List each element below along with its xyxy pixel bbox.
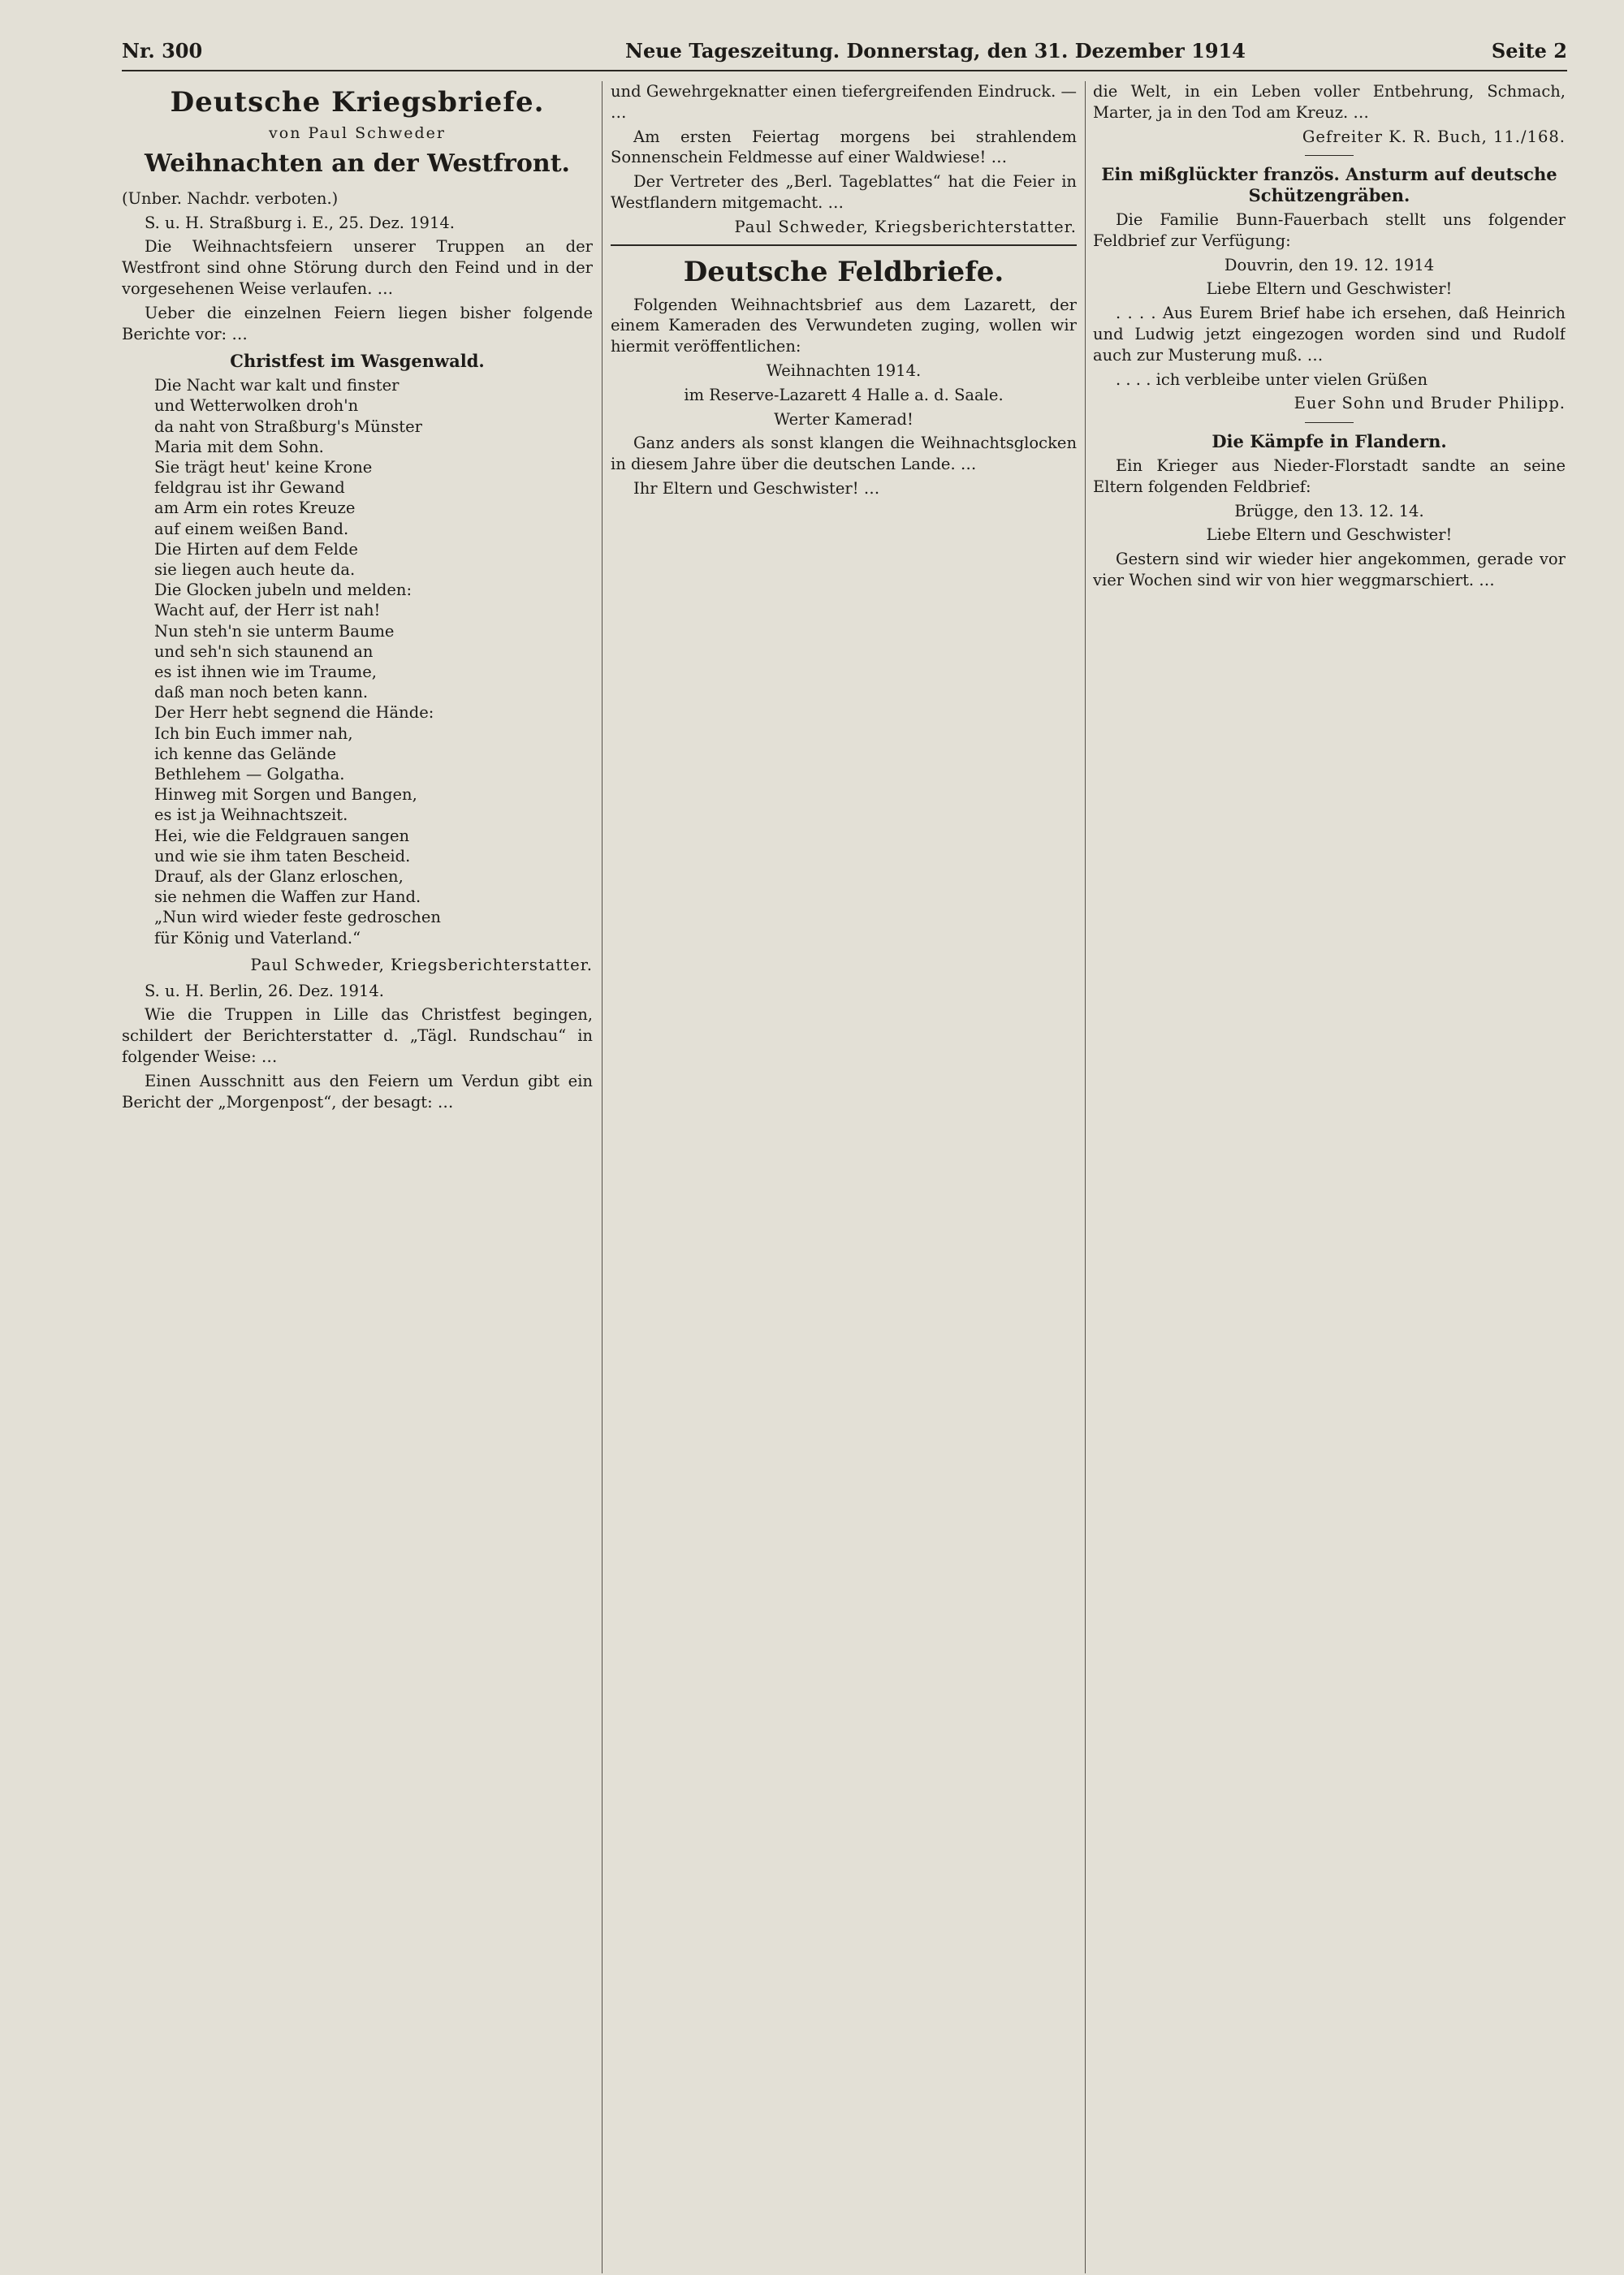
poem-line: und wie sie ihm taten Bescheid. (154, 846, 411, 866)
poem-line: es ist ihnen wie im Traume, (154, 663, 378, 682)
poem-line: Die Nacht war kalt und finster (154, 376, 400, 395)
poem-line: „Nun wird wieder feste gedroschen (154, 908, 441, 927)
paragraph: die Welt, in ein Leben voller Entbehrung, Schmach, Marter, ja in den Tod am Kreuz. … (1093, 82, 1566, 122)
column-divider (602, 81, 603, 2273)
paragraph: Einen Ausschnitt aus den Feiern um Verdun gibt ein Bericht der „Morgenpost“, der besagt: … (122, 1071, 593, 1112)
paragraph: Ueber die einzelnen Feiern liegen bisher folgende Berichte vor: … (122, 303, 593, 343)
letter-date: Weihnachten 1914. (766, 360, 922, 380)
article-title: Deutsche Kriegsbriefe. (170, 86, 545, 119)
paragraph: Ganz anders als sonst klangen die Weihnachtsglocken in diesem Jahre über die deutschen Lande. … (611, 434, 1077, 474)
poem-line: Maria mit dem Sohn. (154, 437, 324, 456)
issue-number: Nr. 300 (122, 39, 203, 63)
dateline: S. u. H. Berlin, 26. Dez. 1914. (145, 981, 384, 1000)
poem-line: und seh'n sich staunend an (154, 641, 374, 661)
poem-line: es ist ja Weihnachtszeit. (154, 805, 348, 825)
letter-date: Douvrin, den 19. 12. 1914 (1224, 255, 1435, 274)
paragraph: . . . . Aus Eurem Brief habe ich ersehen, daß Heinrich und Ludwig jetzt eingezogen worden sind und Rudolf auch zur Musterung muß. … (1093, 304, 1566, 365)
poem-line: feldgrau ist ihr Gewand (154, 478, 345, 498)
poem-line: Hinweg mit Sorgen und Bangen, (154, 785, 417, 805)
poem-line: Bethlehem — Golgatha. (154, 765, 345, 784)
letter-greeting: Werter Kamerad! (774, 409, 914, 429)
letter-intro: Die Familie Bunn-Fauerbach stellt uns folgender Feldbrief zur Verfügung: (1093, 209, 1566, 250)
letter-signature: Gefreiter K. R. Buch, 11./168. (1302, 127, 1566, 146)
article-byline: von Paul Schweder (269, 124, 446, 142)
section-title: Deutsche Feldbriefe. (611, 244, 1077, 290)
letter-greeting: Liebe Eltern und Geschwister! (1206, 525, 1453, 545)
poem-line: Drauf, als der Glanz erloschen, (154, 867, 404, 887)
paragraph: Am ersten Feiertag morgens bei strahlendem Sonnenschein Feldmesse auf einer Waldwiese! … (611, 127, 1077, 167)
column-2 (611, 81, 1077, 2273)
poem-line: sie nehmen die Waffen zur Hand. (154, 887, 421, 907)
poem-line: auf einem weißen Band. (154, 519, 349, 538)
paragraph: Gestern sind wir wieder hier angekommen, gerade vor vier Wochen sind wir von hier weggmarschiert. … (1093, 550, 1566, 589)
poem-line: Wacht auf, der Herr ist nah! (154, 601, 381, 620)
poem-line: und Wetterwolken droh'n (154, 396, 359, 416)
poem-title: Christfest im Wasgenwald. (230, 351, 485, 372)
paragraph: Der Vertreter des „Berl. Tageblattes“ hat die Feier in Westflandern mitgemacht. … (611, 172, 1077, 212)
paragraph: Ihr Eltern und Geschwister! … (633, 478, 880, 498)
paragraph: und Gewehrgeknatter einen tiefergreifenden Eindruck. — … (611, 82, 1077, 122)
paper-title-date: Neue Tageszeitung. Donnerstag, den 31. Dezember 1914 (625, 39, 1246, 63)
letter-heading: Ein mißglückter französ. Ansturm auf deutsche Schützengräben. (1101, 164, 1557, 206)
paragraph: Die Weihnachtsfeiern unserer Truppen an der Westfront sind ohne Störung durch den Feind und in der vorgesehenen Weise verlaufen. … (122, 237, 593, 298)
dateline: S. u. H. Straßburg i. E., 25. Dez. 1914. (145, 213, 455, 232)
divider (1305, 155, 1354, 156)
poem-line: Ich bin Euch immer nah, (154, 723, 353, 743)
poem-line: Die Glocken jubeln und melden: (154, 581, 412, 600)
divider (1305, 422, 1354, 423)
article-subtitle: Weihnachten an der Westfront. (145, 149, 570, 178)
column-3 (1093, 81, 1566, 2273)
letter-heading: Die Kämpfe in Flandern. (1212, 431, 1447, 452)
poem-line: Der Herr hebt segnend die Hände: (154, 703, 434, 723)
letter-intro: Ein Krieger aus Nieder-Florstadt sandte an seine Eltern folgenden Feldbrief: (1093, 455, 1566, 496)
letter-signature: Euer Sohn und Bruder Philipp. (1294, 394, 1566, 413)
reprint-note: (Unber. Nachdr. verboten.) (122, 188, 339, 208)
column-1 (122, 81, 593, 2273)
letter-greeting: Liebe Eltern und Geschwister! (1206, 279, 1453, 299)
poem-line: Hei, wie die Feldgrauen sangen (154, 826, 410, 845)
page-number: Seite 2 (1491, 39, 1567, 63)
masthead (122, 32, 1567, 71)
letter-closing: . . . . ich verbleibe unter vielen Grüßen (1116, 369, 1428, 389)
poem-line: Nun steh'n sie unterm Baume (154, 621, 395, 641)
poem-line: für König und Vaterland.“ (154, 928, 361, 948)
paragraph: Wie die Truppen in Lille das Christfest begingen, schildert der Berichterstatter d. „Tägl. Rundschau“ in folgender Weise: … (122, 1005, 593, 1067)
letter-place: im Reserve-Lazarett 4 Halle a. d. Saale. (684, 385, 1004, 404)
poem-line: am Arm ein rotes Kreuze (154, 499, 356, 518)
poem-line: da naht von Straßburg's Münster (154, 417, 422, 436)
article-signature: Paul Schweder, Kriegsberichterstatter. (734, 217, 1077, 236)
poem-line: Die Hirten auf dem Felde (154, 539, 358, 559)
poem-signature: Paul Schweder, Kriegsberichterstatter. (250, 955, 593, 974)
poem-line: sie liegen auch heute da. (154, 560, 356, 579)
poem-line: Sie trägt heut' keine Krone (154, 457, 373, 477)
poem-line: ich kenne das Gelände (154, 744, 337, 763)
poem-line: daß man noch beten kann. (154, 683, 369, 702)
letter-intro: Folgenden Weihnachtsbrief aus dem Lazarett, der einem Kameraden des Verwundeten zuging, wollen wir hiermit veröffentlichen: (611, 295, 1077, 356)
poem (154, 375, 593, 948)
letter-date: Brügge, den 13. 12. 14. (1234, 501, 1424, 520)
column-divider (1085, 81, 1086, 2273)
